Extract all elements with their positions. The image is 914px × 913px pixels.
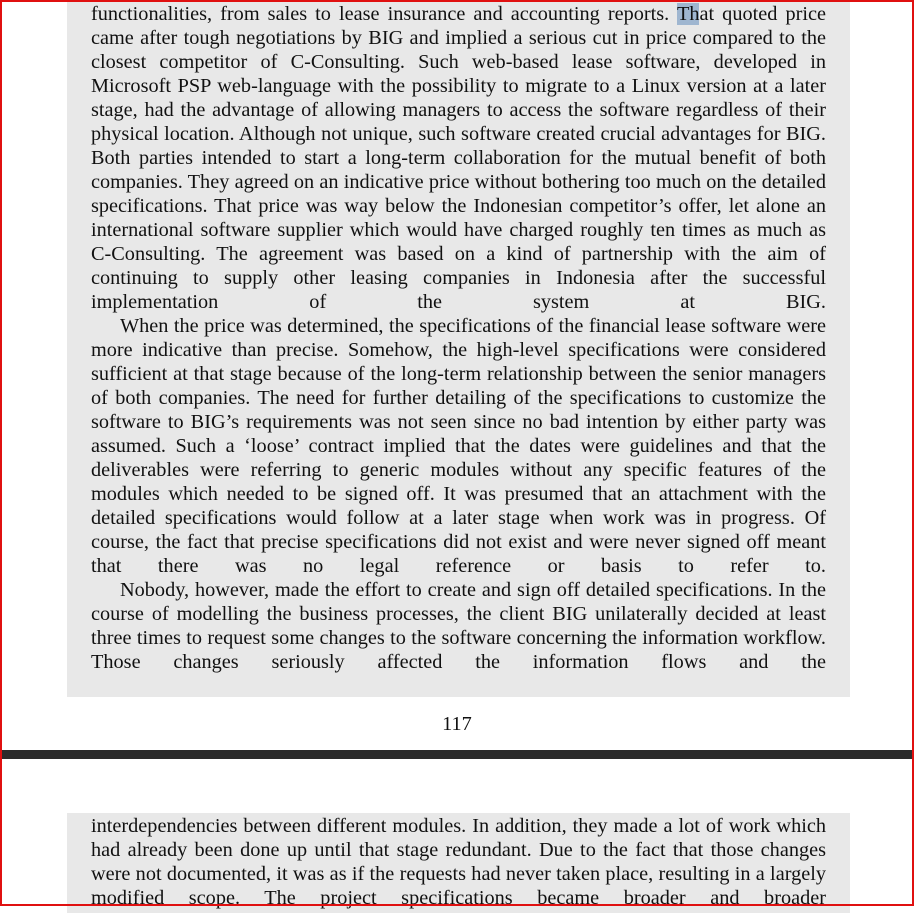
paragraph-1-text-after: at quoted price came after tough negotiations by BIG and implied a serious cut in price compared to the closest competitor of C-Consulting. Such web-based lease software, developed in Microsoft PSP web-language with the possibility to migrate to a Linux version at a later stage, had the advantage of allowing managers to access the software regardless of their physical location. Although not unique, such software created crucial advantages for BIG. Both parties intended to start a long-term collaboration for the mutual benefit of both companies. They agreed on an indicative price without bothering too much on the detailed specifications. That price was way below the Indonesian competitor’s offer, let alone an international software supplier which would have charged roughly ten times as much as C-Consulting. The agreement was based on a kind of partnership with the aim of continuing to supply other leasing companies in Indonesia after the successful implementation of the system at BIG. [91,3,826,313]
paragraph-4: interdependencies between different modules. In addition, they made a lot of work which had already been done up until that stage redundant. Due to the fact that those changes were not documented, it was as if the requests had never taken place, resulting in a largely modified scope. The project specifications became broader and broader [91,815,826,909]
page-number: 117 [442,713,472,735]
page-117-text-block [67,0,850,697]
page-118-text-block [67,813,850,913]
paragraph-1 [91,2,826,314]
paragraph-3: Nobody, however, made the effort to create and sign off detailed specifications. In the course of modelling the business processes, the client BIG unilaterally decided at least three times to request some changes to the software concerning the information workflow. Those changes seriously affected the information flows and the [91,579,826,673]
paragraph-1-text-before: functionalities, from sales to lease insurance and accounting reports. [91,3,677,25]
text-selection-highlight[interactable]: Th [676,3,700,25]
paragraph-2: When the price was determined, the specifications of the financial lease software were more indicative than precise. Somehow, the high-level specifications were considered sufficient at that stage because of the long-term relationship between the senior managers of both companies. The need for further detailing of the specifications to customize the software to BIG’s requirements was not seen since no bad intention by either party was assumed. Such a ‘loose’ contract implied that the dates were guidelines and that the deliverables were referring to generic modules without any specific features of the modules which needed to be signed off. It was presumed that an attachment with the detailed specifications would follow at a later stage when work was in progress. Of course, the fact that precise specifications did not exist and were never signed off meant that there was no legal reference or basis to refer to. [91,315,826,577]
page-divider [0,750,914,759]
